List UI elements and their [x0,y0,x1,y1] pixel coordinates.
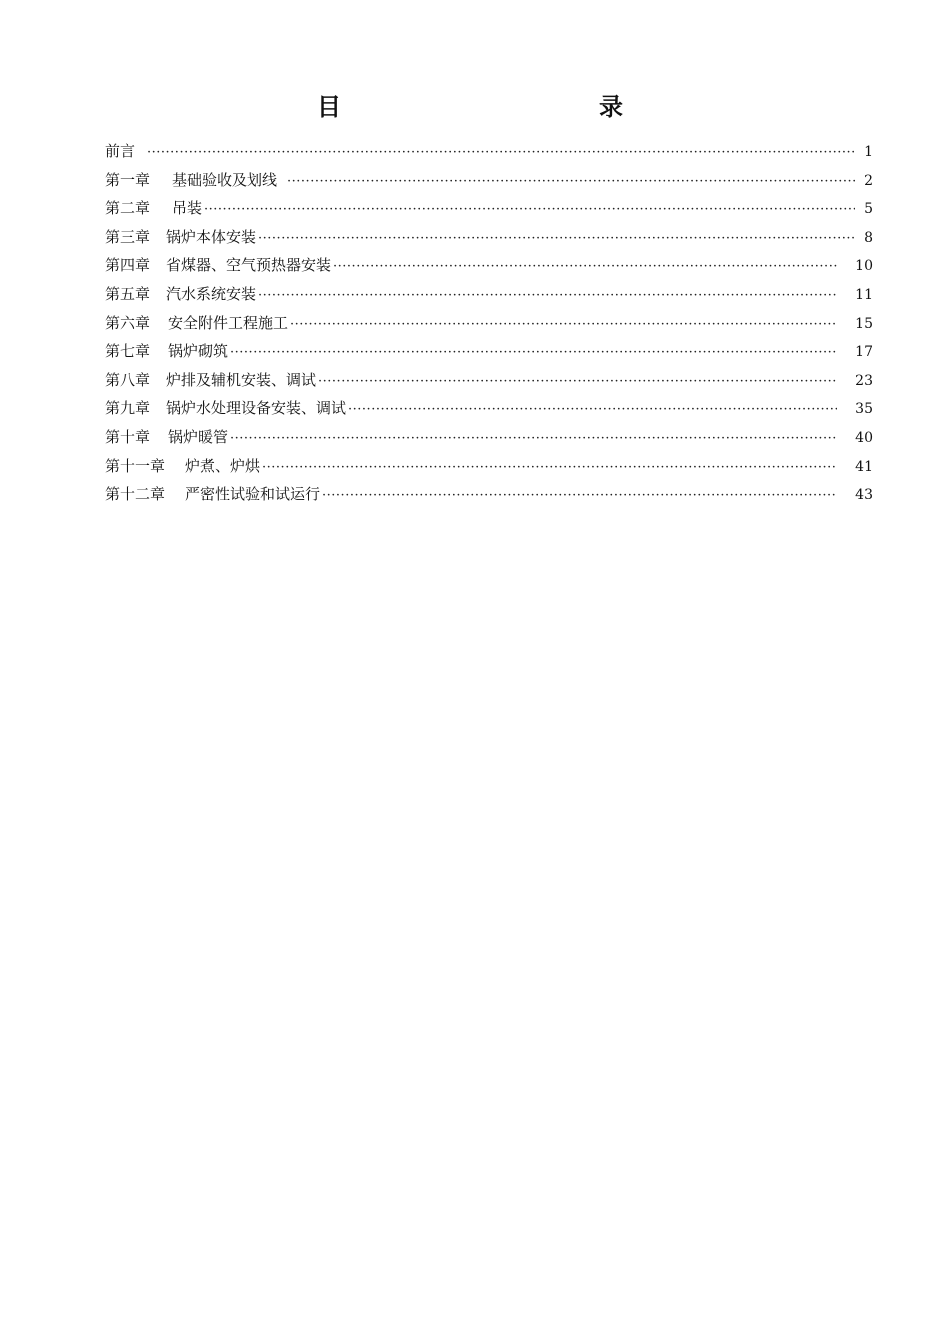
toc-chapter-label: 前言 [105,142,136,160]
toc-chapter-label: 第五章 [105,284,151,303]
toc-chapter-label: 第六章 [105,313,151,332]
toc-entry-title: 安全附件工程施工 [168,313,289,332]
toc-dot-leader [290,311,837,340]
toc-page-number: 35 [855,401,873,418]
toc-page-number: 41 [855,458,873,475]
toc-entry-chapter-6 [105,309,873,338]
toc-entry-title: 吊装 [172,199,203,218]
toc-entry-chapter-12 [105,480,873,509]
toc-page-number: 8 [864,229,873,246]
toc-chapter-label: 第二章 [105,199,151,218]
toc-entry-title: 锅炉砌筑 [168,342,229,361]
toc-chapter-label: 第三章 [105,227,151,246]
toc-page-number: 40 [855,429,873,446]
toc-chapter-label: 第十一章 [105,456,166,475]
toc-page-number: 23 [855,372,873,389]
toc-dot-leader [348,396,837,425]
toc-page-number: 2 [864,172,873,189]
toc-page-number: 10 [855,258,873,275]
toc-chapter-label: 第九章 [105,399,151,418]
toc-entry-title: 炉排及辅机安装、调试 [166,370,317,389]
toc-title: 目 录 [317,93,693,121]
toc-list [105,137,873,509]
toc-dot-leader [318,368,837,397]
toc-dot-leader [333,253,837,282]
toc-page-number: 11 [855,286,873,303]
toc-entry-title: 锅炉本体安装 [166,227,257,246]
toc-dot-leader [204,196,855,225]
toc-dot-leader [230,339,837,368]
toc-dot-leader [230,425,837,454]
toc-entry-preface [105,137,873,166]
toc-dot-leader [262,454,837,483]
toc-page-number: 1 [864,144,873,160]
toc-chapter-label: 第四章 [105,256,151,275]
toc-chapter-label: 第一章 [105,170,151,189]
toc-entry-chapter-4 [105,251,873,280]
toc-entry-title: 严密性试验和试运行 [185,485,321,504]
toc-chapter-label: 第十二章 [105,485,166,504]
toc-page-number: 17 [855,344,873,361]
toc-entry-chapter-10 [105,423,873,452]
toc-entry-chapter-9 [105,394,873,423]
toc-dot-leader [322,482,837,511]
toc-chapter-label: 第八章 [105,370,151,389]
toc-dot-leader [258,282,837,311]
toc-entry-chapter-11 [105,452,873,481]
toc-entry-chapter-8 [105,366,873,395]
toc-entry-chapter-3 [105,223,873,252]
toc-entry-title: 锅炉水处理设备安装、调试 [166,399,347,418]
toc-dot-leader [258,225,855,254]
toc-chapter-label: 第十章 [105,427,151,446]
toc-page-number: 5 [864,201,873,218]
toc-page-number: 43 [855,487,873,504]
toc-dot-leader [147,139,855,168]
toc-entry-title: 省煤器、空气预热器安装 [166,256,332,275]
toc-entry-title: 炉煮、炉烘 [185,456,261,475]
toc-entry-title: 基础验收及划线 [172,170,278,189]
toc-chapter-label: 第七章 [105,342,151,361]
toc-entry-chapter-1 [105,166,873,195]
toc-entry-title: 汽水系统安装 [166,284,257,303]
toc-entry-chapter-7 [105,337,873,366]
toc-page-number: 15 [855,315,873,332]
toc-entry-title: 锅炉暖管 [168,427,229,446]
toc-entry-chapter-2 [105,194,873,223]
toc-entry-chapter-5 [105,280,873,309]
toc-dot-leader [287,168,855,197]
